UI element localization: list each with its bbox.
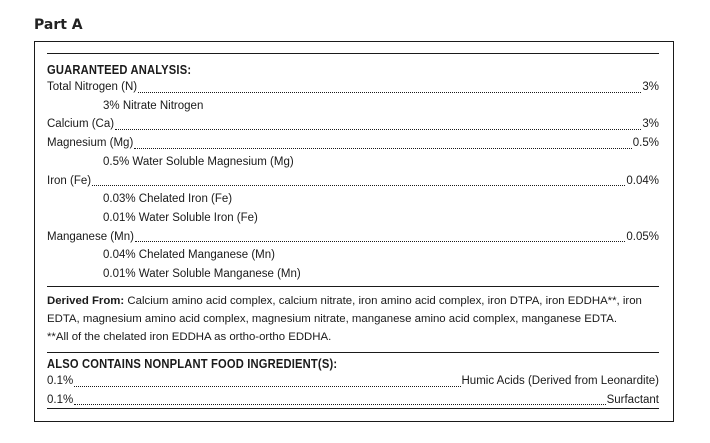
part-label: Part A	[34, 17, 83, 33]
guaranteed-analysis-section	[47, 62, 659, 284]
nutrient-sub-item: 0.03% Chelated Iron (Fe)	[103, 193, 233, 206]
nutrient-label: Calcium (Ca)	[47, 118, 115, 131]
nutrient-value: 0.04%	[626, 174, 659, 187]
dot-leader	[92, 185, 625, 186]
dot-leader	[138, 92, 641, 93]
dot-leader	[74, 386, 460, 387]
dot-leader	[135, 241, 625, 242]
nutrient-label: Magnesium (Mg)	[47, 137, 134, 150]
ingredient-name: Surfactant	[606, 393, 659, 406]
guaranteed-analysis-panel	[34, 41, 674, 422]
derived-footnote: **All of the chelated iron EDDHA as ortho-ortho EDDHA.	[47, 331, 332, 344]
nutrient-label: Manganese (Mn)	[47, 230, 134, 243]
bottom-rule	[47, 408, 659, 409]
ingredient-percent: 0.1%	[47, 393, 74, 406]
nutrient-row-iron	[47, 172, 659, 191]
ingredient-row	[47, 372, 659, 391]
guaranteed-analysis-heading: GUARANTEED ANALYSIS:	[47, 62, 192, 77]
section-rule	[47, 286, 659, 287]
nutrient-label: Total Nitrogen (N)	[47, 81, 138, 93]
nutrient-sub-item: 3% Nitrate Nitrogen	[103, 99, 204, 112]
dot-leader	[134, 148, 632, 149]
nutrient-sub-item: 0.01% Water Soluble Iron (Fe)	[103, 211, 258, 224]
ingredient-percent: 0.1%	[47, 375, 74, 387]
nutrient-row-calcium	[47, 115, 659, 134]
nutrient-sub-item: 0.01% Water Soluble Manganese (Mn)	[103, 268, 301, 281]
nutrient-row-magnesium	[47, 134, 659, 153]
top-rule	[47, 53, 659, 54]
nutrient-row-manganese	[47, 228, 659, 247]
derived-from-section	[47, 292, 659, 347]
nutrient-value: 3%	[642, 118, 659, 131]
nutrient-sub-item: 0.04% Chelated Manganese (Mn)	[103, 249, 275, 262]
nutrient-value: 0.5%	[632, 137, 659, 150]
nutrient-label: Iron (Fe)	[47, 174, 92, 187]
nutrient-row-nitrogen	[47, 78, 659, 97]
derived-from-text: Calcium amino acid complex, calcium nitrate, iron amino acid complex, iron DTPA, iron EDDHA**, iron EDTA, magnesium amino acid complex, magnesium nitrate, manganese amino acid complex, manganese EDTA.	[47, 295, 642, 326]
nutrient-value: 3%	[642, 81, 659, 93]
nutrient-sub-item: 0.5% Water Soluble Magnesium (Mg)	[103, 155, 294, 168]
also-contains-heading: ALSO CONTAINS NONPLANT FOOD INGREDIENT(S):	[47, 356, 338, 371]
ingredient-row	[47, 391, 659, 410]
derived-from-heading: Derived From:	[47, 295, 125, 307]
dot-leader	[74, 404, 605, 405]
dot-leader	[115, 129, 641, 130]
also-contains-section	[47, 356, 659, 409]
nutrient-value: 0.05%	[626, 230, 659, 243]
ingredient-name: Humic Acids (Derived from Leonardite)	[461, 375, 659, 387]
section-rule	[47, 352, 659, 353]
